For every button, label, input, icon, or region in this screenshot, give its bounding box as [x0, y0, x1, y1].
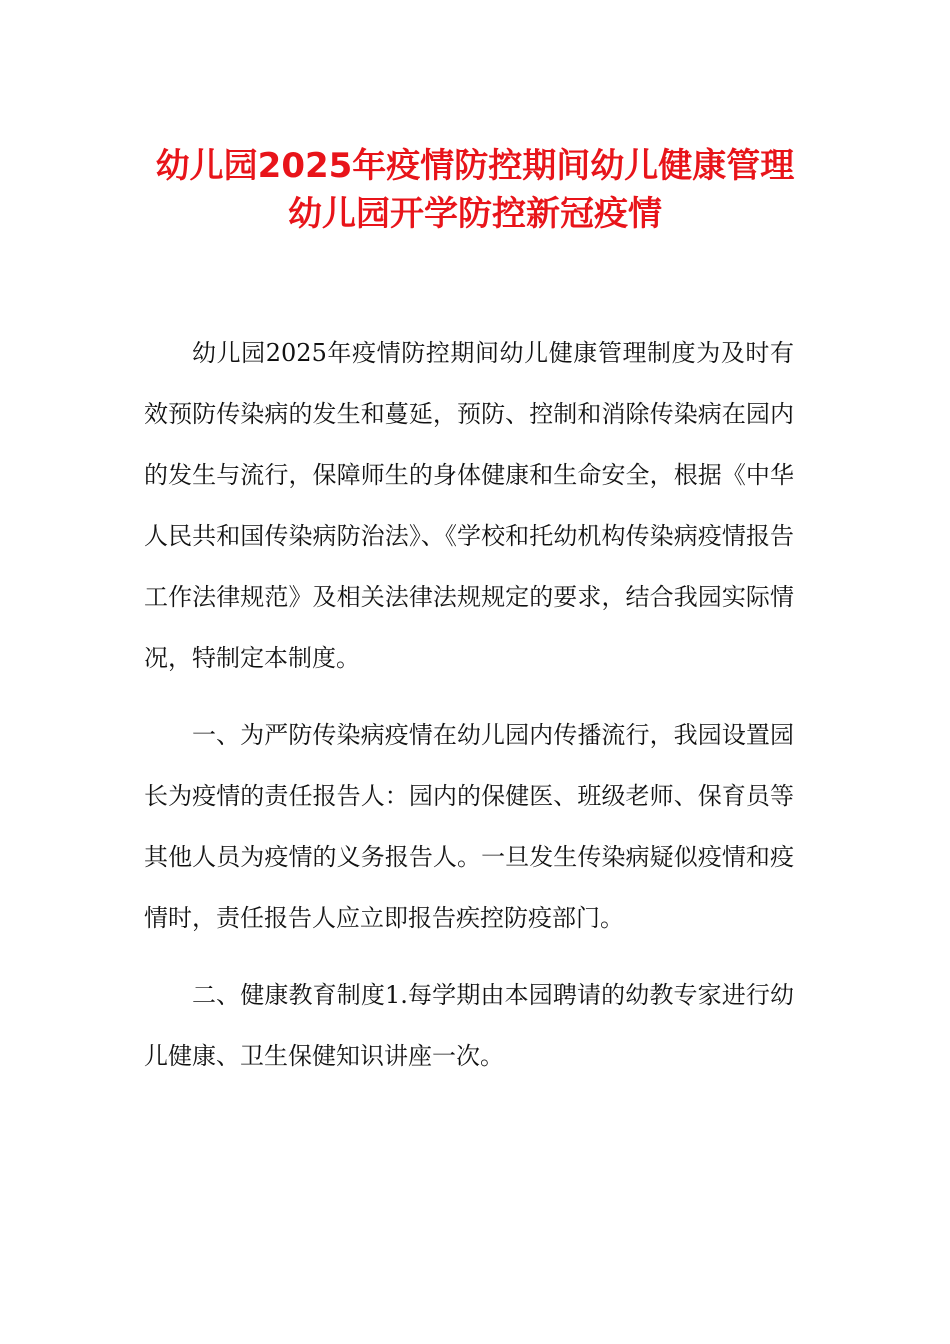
paragraph-section-1: 一、为严防传染病疫情在幼儿园内传播流行，我园设置园长为疫情的责任报告人：园内的保健医、班级老师、保育员等其他人员为疫情的义务报告人。一旦发生传染病疑似疫情和疫情时，责任报告人应立即报告疾控防疫部门。 [144, 721, 794, 932]
document-title [0, 142, 950, 238]
paragraph-section-2: 二、健康教育制度1.每学期由本园聘请的幼教专家进行幼儿健康、卫生保健知识讲座一次。 [144, 981, 794, 1070]
title-line-2: 幼儿园开学防控新冠疫情 [288, 194, 662, 234]
document-body [144, 323, 794, 1103]
title-line-1: 幼儿园2025年疫情防控期间幼儿健康管理 [155, 146, 795, 186]
paragraph-intro: 幼儿园2025年疫情防控期间幼儿健康管理制度为及时有效预防传染病的发生和蔓延，预防、控制和消除传染病在园内的发生与流行，保障师生的身体健康和生命安全，根据《中华人民共和国传染病防治法》、《学校和托幼机构传染病疫情报告工作法律规范》及相关法律法规规定的要求，结合我园实际情况，特制定本制度。 [144, 339, 794, 672]
